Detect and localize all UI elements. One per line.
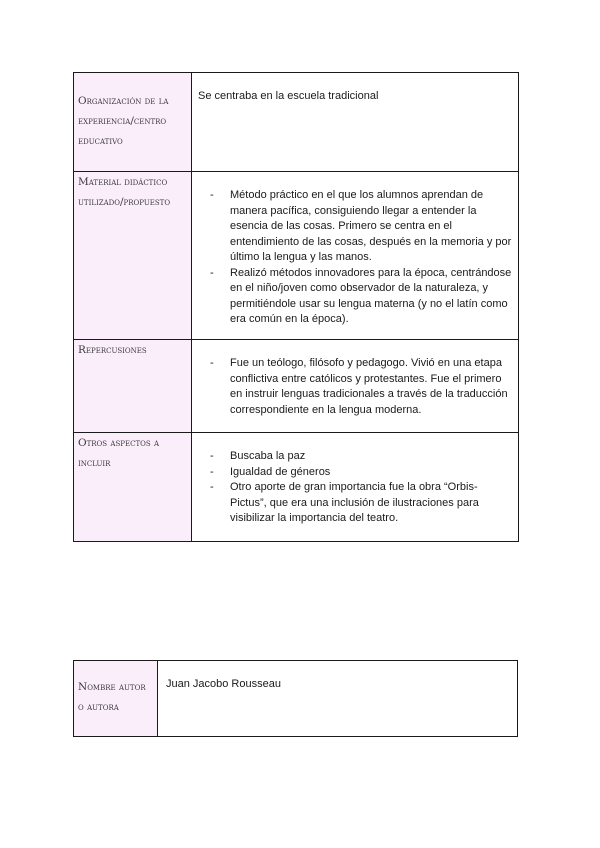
label-autor [74, 661, 158, 737]
bullet-list [192, 356, 514, 418]
cell-autor [158, 661, 518, 737]
label-repercusiones [74, 340, 192, 433]
label-organizacion [74, 73, 192, 172]
label-material [74, 172, 192, 340]
bullet-list [192, 188, 514, 328]
table-row [74, 172, 519, 340]
list-item: - Igualdad de géneros [192, 465, 514, 481]
list-item: - Método práctico en el que los alumnos aprendan de manera pacífica, consiguiendo llegar a entender la esencia de las cosas. Primero se centra en el entendimiento de las cosas, después en la memoria y por último la lengua y las manos. [192, 188, 514, 266]
bullet-list [192, 449, 514, 527]
label-text: Repercusiones [78, 344, 147, 356]
author-table [73, 660, 518, 737]
label-text: Material didáctico utilizado/propuesto [78, 176, 171, 208]
label-text: Nombre autor o autora [78, 681, 146, 713]
table-row [74, 73, 519, 172]
label-otros [74, 433, 192, 542]
table-row [74, 661, 518, 737]
experience-table [73, 72, 519, 542]
cell-material [192, 172, 519, 340]
label-text: Otros aspectos a incluir [78, 437, 160, 469]
list-item: - Buscaba la paz [192, 449, 514, 465]
cell-text: Se centraba en la escuela tradicional [198, 90, 379, 102]
list-item: - Otro aporte de gran importancia fue la obra “Orbis-Pictus”, que era una inclusión de ilustraciones para visibilizar la importancia del teatro. [192, 480, 514, 527]
label-text: Organización de la experiencia/centro educativo [78, 95, 169, 147]
author-name: Juan Jacobo Rousseau [166, 678, 281, 690]
table-row [74, 340, 519, 433]
cell-repercusiones [192, 340, 519, 433]
cell-organizacion [192, 73, 519, 172]
table-row [74, 433, 519, 542]
list-item: - Realizó métodos innovadores para la época, centrándose en el niño/joven como observador de la naturaleza, y permitiéndole usar su lengua materna (y no el latín como era común en la época). [192, 266, 514, 328]
cell-otros [192, 433, 519, 542]
list-item: - Fue un teólogo, filósofo y pedagogo. Vivió en una etapa conflictiva entre católicos y protestantes. Fue el primero en instruir lenguas tradicionales a través de la traducción correspondiente en la lengua moderna. [192, 356, 514, 418]
